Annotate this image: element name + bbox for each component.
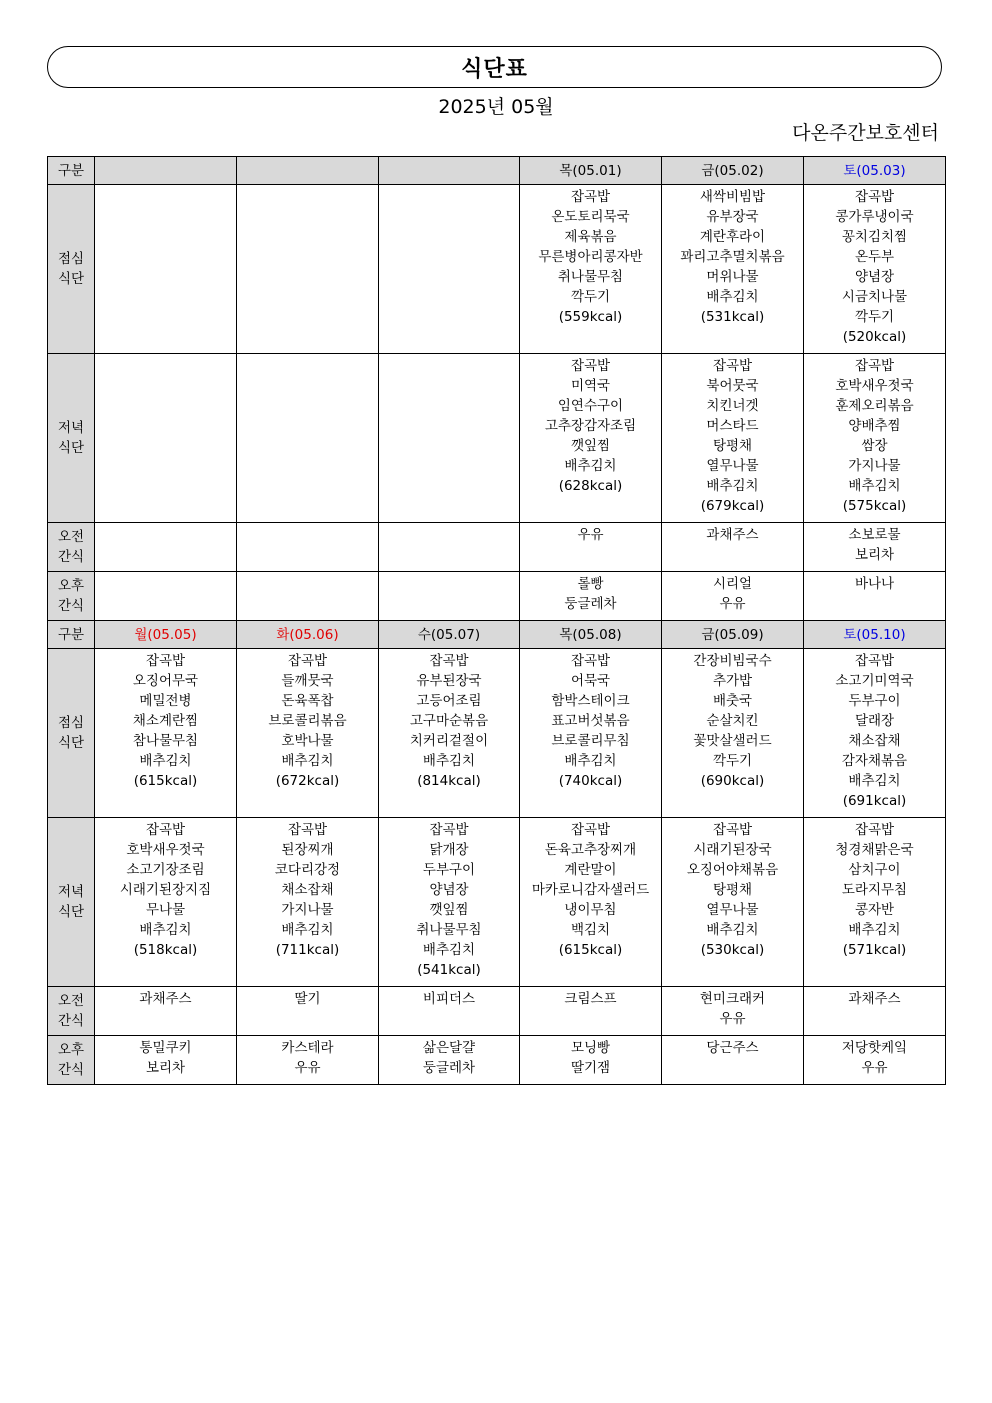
menu-item: 크림스프: [564, 991, 617, 1007]
menu-item: 호박나물: [281, 733, 334, 749]
lunch-cell: [804, 185, 946, 354]
menu-item: 시래기된장지짐: [119, 882, 212, 898]
menu-item: 돈육고추장찌개: [544, 842, 637, 858]
menu-item: 추가밥: [712, 673, 753, 689]
row-label-header: 구분: [48, 157, 95, 185]
menu-item: 달래장: [854, 713, 895, 729]
menu-item: 배추김치: [281, 753, 334, 769]
menu-item: 잡곡밥: [712, 822, 753, 838]
row-label-lunch: [48, 185, 95, 354]
week2-pm-snack-row: [48, 1036, 946, 1085]
row-label-pm-snack-line: 간식: [57, 598, 85, 614]
menu-item: 시리얼: [712, 576, 753, 592]
row-label-dinner: [48, 818, 95, 987]
menu-item: (679kcal): [700, 498, 765, 514]
day-header: [95, 157, 237, 185]
menu-item: 오징어무국: [132, 673, 199, 689]
menu-item: 계란말이: [564, 862, 617, 878]
week1-lunch-row: [48, 185, 946, 354]
am-snack-cell: [237, 987, 379, 1036]
menu-item: 양념장: [429, 882, 469, 898]
row-label-header: 구분: [48, 621, 95, 649]
menu-item: (615kcal): [133, 773, 198, 789]
menu-item: (672kcal): [275, 773, 340, 789]
menu-item: 채소잡채: [281, 882, 334, 898]
menu-item: 저당핫케잌: [841, 1040, 908, 1056]
menu-item: 새싹비빔밥: [699, 189, 766, 205]
menu-item: 소보로물: [848, 527, 901, 543]
lunch-cell: [237, 185, 379, 354]
day-header: 월(05.05): [95, 621, 237, 649]
menu-item: 잡곡밥: [570, 822, 611, 838]
pm-snack-cell: [520, 1036, 662, 1085]
menu-item: 함박스테이크: [551, 693, 630, 709]
menu-item: 치킨너겟: [706, 398, 759, 414]
menu-item: 브로콜리볶음: [268, 713, 347, 729]
day-header: 화(05.06): [237, 621, 379, 649]
menu-item: 잡곡밥: [145, 822, 186, 838]
menu-item: 배추김치: [706, 289, 759, 305]
menu-item: 보리차: [145, 1060, 186, 1076]
pm-snack-cell: [237, 572, 379, 621]
menu-item: 배추김치: [848, 773, 901, 789]
menu-item: 잡곡밥: [570, 189, 611, 205]
menu-item: 시래기된장국: [693, 842, 772, 858]
menu-item: 잡곡밥: [854, 189, 895, 205]
dinner-cell: [237, 818, 379, 987]
menu-item: 롤빵: [577, 576, 604, 592]
menu-item: 임연수구이: [557, 398, 624, 414]
row-label-dinner: [48, 354, 95, 523]
menu-item: 소고기미역국: [835, 673, 914, 689]
menu-item: 어묵국: [570, 673, 611, 689]
dinner-cell: [662, 818, 804, 987]
menu-item: 배추김치: [706, 922, 759, 938]
day-header: 토(05.03): [804, 157, 946, 185]
menu-item: 배추김치: [139, 753, 192, 769]
menu-item: 둥글레차: [422, 1060, 476, 1076]
menu-item: 잡곡밥: [429, 822, 469, 838]
menu-item: 잡곡밥: [570, 358, 611, 374]
menu-item: 딸기: [294, 991, 321, 1007]
menu-item: 호박새우젓국: [835, 378, 914, 394]
menu-item: 오징어야채볶음: [686, 862, 779, 878]
menu-item: 딸기잼: [570, 1060, 611, 1076]
menu-item: (814kcal): [417, 773, 481, 789]
menu-item: 양념장: [854, 269, 895, 285]
menu-item: 코다리강정: [274, 862, 341, 878]
menu-item: 메밀전병: [139, 693, 192, 709]
menu-item: 고추장감자조림: [544, 418, 637, 434]
lunch-cell: [379, 185, 520, 354]
menu-table: [47, 156, 946, 1085]
menu-item: 치커리겉절이: [409, 733, 489, 749]
menu-item: 깻잎찜: [570, 438, 611, 454]
menu-item: 간장비빔국수: [693, 653, 772, 669]
dinner-cell: [804, 818, 946, 987]
menu-item: 유부장국: [706, 209, 759, 225]
lunch-cell: [662, 649, 804, 818]
menu-item: 탕평채: [712, 882, 753, 898]
menu-item: 잡곡밥: [854, 653, 895, 669]
menu-item: (615kcal): [558, 942, 623, 958]
menu-item: 브로콜리무침: [551, 733, 630, 749]
menu-item: (559kcal): [558, 309, 623, 325]
menu-item: 잡곡밥: [854, 822, 895, 838]
menu-item: 콩가루냉이국: [835, 209, 914, 225]
menu-item: 쌈장: [861, 438, 888, 454]
menu-item: 배추김치: [281, 922, 334, 938]
row-label-am-snack: [48, 987, 95, 1036]
menu-item: 배추김치: [422, 942, 476, 958]
week2-lunch-row: [48, 649, 946, 818]
row-label-am-snack: [48, 523, 95, 572]
menu-item: 머위나물: [706, 269, 759, 285]
week2-am-snack-row: [48, 987, 946, 1036]
menu-item: 깻잎찜: [429, 902, 469, 918]
menu-item: 우유: [861, 1060, 888, 1076]
menu-item: 잡곡밥: [145, 653, 186, 669]
menu-item: (740kcal): [558, 773, 623, 789]
menu-item: 무나물: [145, 902, 186, 918]
menu-item: 잡곡밥: [429, 653, 469, 669]
menu-item: 취나물무침: [416, 922, 482, 938]
menu-item: 온도토리묵국: [551, 209, 630, 225]
month-label: 2025년 05월: [438, 96, 554, 118]
row-label-lunch-line: 점심: [57, 715, 85, 731]
menu-item: 잡곡밥: [287, 653, 328, 669]
menu-item: 과채주스: [848, 991, 901, 1007]
day-header: 목(05.08): [520, 621, 662, 649]
menu-item: 현미크래커: [699, 991, 766, 1007]
row-label-lunch-line: 식단: [57, 735, 85, 751]
menu-item: 콩자반: [854, 902, 895, 918]
menu-item: (691kcal): [842, 793, 907, 809]
menu-item: 시금치나물: [841, 289, 908, 305]
menu-item: 고구마순볶음: [409, 713, 489, 729]
day-header: 금(05.02): [662, 157, 804, 185]
menu-item: 순살치킨: [706, 713, 759, 729]
menu-item: 무른병아리콩자반: [538, 249, 643, 265]
row-label-am-snack-line: 간식: [57, 549, 85, 565]
lunch-cell: [95, 185, 237, 354]
menu-item: 양배추찜: [848, 418, 901, 434]
day-header: 수(05.07): [379, 621, 520, 649]
menu-item: 호박새우젓국: [126, 842, 205, 858]
lunch-cell: [95, 649, 237, 818]
menu-item: 배추김치: [848, 922, 901, 938]
menu-item: 두부구이: [848, 693, 901, 709]
week1-am-snack-row: [48, 523, 946, 572]
row-label-pm-snack-line: 오후: [57, 1042, 85, 1058]
row-label-lunch: [48, 649, 95, 818]
menu-item: (690kcal): [700, 773, 765, 789]
menu-item: 가지나물: [848, 458, 901, 474]
week1-pm-snack-row: [48, 572, 946, 621]
menu-item: 카스테라: [281, 1040, 334, 1056]
pm-snack-cell: [662, 1036, 804, 1085]
lunch-cell: [237, 649, 379, 818]
menu-item: 통밀쿠키: [139, 1040, 192, 1056]
menu-item: (518kcal): [133, 942, 198, 958]
menu-item: 꽁치김치찜: [841, 229, 908, 245]
menu-item: 당근주스: [706, 1040, 759, 1056]
menu-item: 둥글레차: [564, 596, 617, 612]
row-label-dinner-line: 식단: [57, 904, 85, 920]
menu-item: 계란후라이: [699, 229, 766, 245]
menu-item: 유부된장국: [416, 673, 482, 689]
lunch-cell: [804, 649, 946, 818]
menu-item: 북어뭇국: [706, 378, 759, 394]
row-label-lunch-line: 점심: [57, 251, 85, 267]
pm-snack-cell: [95, 572, 237, 621]
menu-item: 미역국: [570, 378, 611, 394]
row-label-dinner-line: 저녁: [57, 884, 85, 900]
menu-item: 감자채볶음: [841, 753, 908, 769]
menu-item: 머스타드: [706, 418, 759, 434]
day-header: [237, 157, 379, 185]
lunch-cell: [520, 185, 662, 354]
dinner-cell: [520, 818, 662, 987]
menu-item: 배추김치: [564, 753, 617, 769]
am-snack-cell: [804, 523, 946, 572]
week1-header-row: [48, 157, 946, 185]
row-label-dinner-line: 식단: [57, 440, 85, 456]
am-snack-cell: [520, 523, 662, 572]
row-label-am-snack-line: 오전: [57, 993, 85, 1009]
am-snack-cell: [379, 523, 520, 572]
menu-item: 돈육폭찹: [281, 693, 334, 709]
menu-item: 잡곡밥: [287, 822, 328, 838]
menu-item: (520kcal): [842, 329, 907, 345]
am-snack-cell: [804, 987, 946, 1036]
am-snack-cell: [379, 987, 520, 1036]
menu-item: 모닝빵: [570, 1040, 611, 1056]
menu-item: 배추김치: [422, 753, 476, 769]
menu-item: 배추김치: [706, 478, 759, 494]
menu-item: 백김치: [570, 922, 611, 938]
menu-item: 소고기장조림: [126, 862, 205, 878]
menu-item: 잡곡밥: [854, 358, 895, 374]
am-snack-cell: [520, 987, 662, 1036]
dinner-cell: [662, 354, 804, 523]
menu-item: 냉이무침: [564, 902, 617, 918]
menu-item: 깍두기: [854, 309, 895, 325]
menu-item: 제육볶음: [564, 229, 617, 245]
menu-item: 배추김치: [139, 922, 192, 938]
menu-item: 꽃맛살샐러드: [693, 733, 772, 749]
menu-item: 가지나물: [281, 902, 334, 918]
menu-item: 된장찌개: [281, 842, 334, 858]
menu-item: (711kcal): [275, 942, 340, 958]
menu-item: 열무나물: [706, 458, 759, 474]
dinner-cell: [95, 818, 237, 987]
row-label-pm-snack-line: 오후: [57, 578, 85, 594]
menu-item: (541kcal): [417, 962, 481, 978]
menu-item: 깍두기: [712, 753, 753, 769]
menu-item: 마카로니감자샐러드: [531, 882, 650, 898]
am-snack-cell: [662, 987, 804, 1036]
am-snack-cell: [237, 523, 379, 572]
menu-item: (628kcal): [558, 478, 623, 494]
day-header: 토(05.10): [804, 621, 946, 649]
menu-item: 참나물무침: [132, 733, 199, 749]
am-snack-cell: [95, 523, 237, 572]
menu-item: 비피더스: [422, 991, 476, 1007]
row-label-lunch-line: 식단: [57, 271, 85, 287]
menu-item: 도라지무침: [841, 882, 908, 898]
am-snack-cell: [662, 523, 804, 572]
menu-item: 청경채맑은국: [835, 842, 914, 858]
pm-snack-cell: [379, 572, 520, 621]
dinner-cell: [804, 354, 946, 523]
week2-header-row: [48, 621, 946, 649]
menu-item: 탕평채: [712, 438, 753, 454]
menu-item: 우유: [719, 596, 746, 612]
am-snack-cell: [95, 987, 237, 1036]
row-label-pm-snack: [48, 1036, 95, 1085]
pm-snack-cell: [237, 1036, 379, 1085]
menu-item: 온두부: [854, 249, 895, 265]
menu-item: (530kcal): [700, 942, 765, 958]
menu-item: 바나나: [854, 576, 895, 592]
menu-item: 우유: [577, 527, 604, 543]
pm-snack-cell: [379, 1036, 520, 1085]
menu-item: 잡곡밥: [570, 653, 611, 669]
menu-item: 채소계란찜: [132, 713, 199, 729]
day-header: [379, 157, 520, 185]
menu-item: 잡곡밥: [712, 358, 753, 374]
week2-dinner-row: [48, 818, 946, 987]
page-title: 식단표: [47, 46, 942, 88]
menu-item: 두부구이: [422, 862, 476, 878]
menu-item: (571kcal): [842, 942, 907, 958]
menu-item: (575kcal): [842, 498, 907, 514]
center-name: 다온주간보호센터: [792, 122, 939, 144]
week1-dinner-row: [48, 354, 946, 523]
lunch-cell: [520, 649, 662, 818]
row-label-pm-snack-line: 간식: [57, 1062, 85, 1078]
menu-item: 취나물무침: [557, 269, 624, 285]
menu-item: 삼치구이: [848, 862, 901, 878]
menu-item: 들깨뭇국: [281, 673, 334, 689]
menu-item: 깍두기: [570, 289, 611, 305]
menu-item: 보리차: [854, 547, 895, 563]
menu-item: 삶은달걀: [422, 1040, 476, 1056]
pm-snack-cell: [662, 572, 804, 621]
day-header: 목(05.01): [520, 157, 662, 185]
pm-snack-cell: [520, 572, 662, 621]
menu-item: 꽈리고추멸치볶음: [680, 249, 785, 265]
dinner-cell: [379, 818, 520, 987]
row-label-am-snack-line: 간식: [57, 1013, 85, 1029]
menu-item: 고등어조림: [416, 693, 482, 709]
pm-snack-cell: [95, 1036, 237, 1085]
lunch-cell: [379, 649, 520, 818]
dinner-cell: [379, 354, 520, 523]
menu-item: 표고버섯볶음: [551, 713, 630, 729]
row-label-pm-snack: [48, 572, 95, 621]
row-label-am-snack-line: 오전: [57, 529, 85, 545]
menu-item: 배춧국: [712, 693, 753, 709]
dinner-cell: [95, 354, 237, 523]
menu-item: 배추김치: [564, 458, 617, 474]
menu-item: 닭개장: [429, 842, 469, 858]
day-header: 금(05.09): [662, 621, 804, 649]
dinner-cell: [520, 354, 662, 523]
menu-item: 훈제오리볶음: [835, 398, 914, 414]
dinner-cell: [237, 354, 379, 523]
menu-item: 열무나물: [706, 902, 759, 918]
pm-snack-cell: [804, 1036, 946, 1085]
lunch-cell: [662, 185, 804, 354]
menu-item: 우유: [294, 1060, 321, 1076]
pm-snack-cell: [804, 572, 946, 621]
menu-item: 우유: [719, 1011, 746, 1027]
menu-item: (531kcal): [700, 309, 765, 325]
menu-item: 과채주스: [706, 527, 759, 543]
menu-item: 채소잡채: [848, 733, 901, 749]
row-label-dinner-line: 저녁: [57, 420, 85, 436]
menu-item: 과채주스: [139, 991, 192, 1007]
menu-item: 배추김치: [848, 478, 901, 494]
